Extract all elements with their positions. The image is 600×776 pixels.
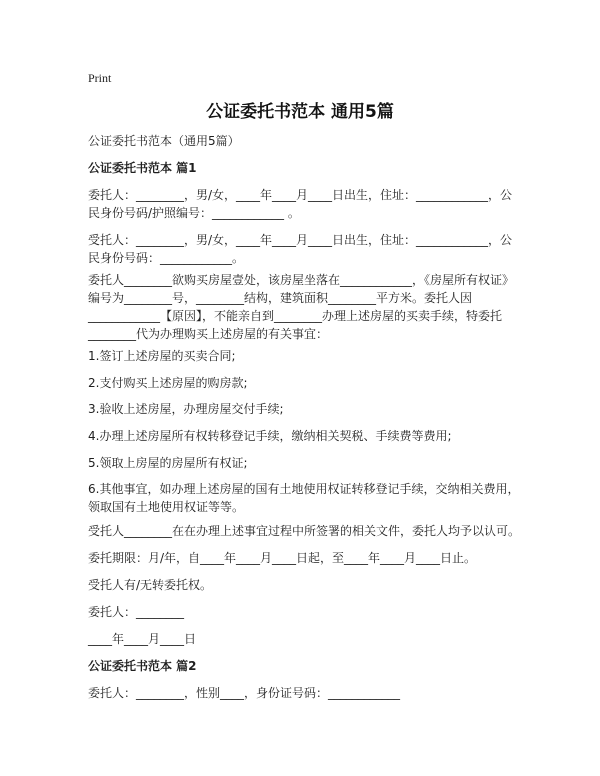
section1-para3-line3: ____________【原因】，不能亲自到________办理上述房屋的买卖手续，特委托 <box>88 309 503 323</box>
list-item-2: 2.支付购买上述房屋的购房款; <box>88 376 248 390</box>
sub-delegation-line: 受托人有/无转委托权。 <box>88 578 213 592</box>
section1-para1-line2: 民身份号码/护照编号：____________ 。 <box>88 206 300 220</box>
section1-para2-line2: 民身份号码：____________。 <box>88 251 245 265</box>
document-title: 公证委托书范本 通用5篇 <box>206 102 394 122</box>
section2-heading: 公证委托书范本 篇2 <box>88 659 197 673</box>
section1-para3-line1: 委托人________欲购买房屋壹处，该房屋坐落在____________，《房屋所有权证》 <box>88 273 515 287</box>
list-item-6-line2: 领取国有土地使用权证等等。 <box>88 500 245 514</box>
list-item-3: 3.验收上述房屋，办理房屋交付手续; <box>88 402 284 416</box>
list-item-4: 4.办理上述房屋所有权转移登记手续，缴纳相关契税、手续费等费用; <box>88 429 452 443</box>
list-item-5: 5.领取上房屋的房屋所有权证; <box>88 456 248 470</box>
section1-para3-line2: 编号为________号，________结构，建筑面积________平方米。委托人因 <box>88 291 473 305</box>
section1-para2-line1: 受托人：________，男/女，____年____月____日出生，住址：____________，公 <box>88 233 513 247</box>
section2-line1: 委托人：________，性别____，身份证号码：____________ <box>88 686 401 700</box>
section1-heading: 公证委托书范本 篇1 <box>88 161 197 175</box>
list-item-6-line1: 6.其他事宜，如办理上述房屋的国有土地使用权证转移登记手续，交纳相关费用， <box>88 482 520 496</box>
period-line: 委托期限：月/年，自____年____月____日起，至____年____月____日止。 <box>88 551 477 565</box>
print-link[interactable]: Print <box>88 71 112 85</box>
acknowledgement-line: 受托人________在在办理上述事宜过程中所签署的相关文件，委托人均予以认可。 <box>88 524 521 538</box>
section1-para3-line4: ________代为办理购买上述房屋的有关事宜： <box>88 327 329 341</box>
section1-para1-line1: 委托人：________，男/女，____年____月____日出生，住址：____________，公 <box>88 188 513 202</box>
signature-line: 委托人：________ <box>88 605 185 619</box>
intro-line: 公证委托书范本（通用5篇） <box>88 134 240 148</box>
list-item-1: 1.签订上述房屋的买卖合同; <box>88 349 236 363</box>
date-line: ____年____月____日 <box>88 632 197 646</box>
